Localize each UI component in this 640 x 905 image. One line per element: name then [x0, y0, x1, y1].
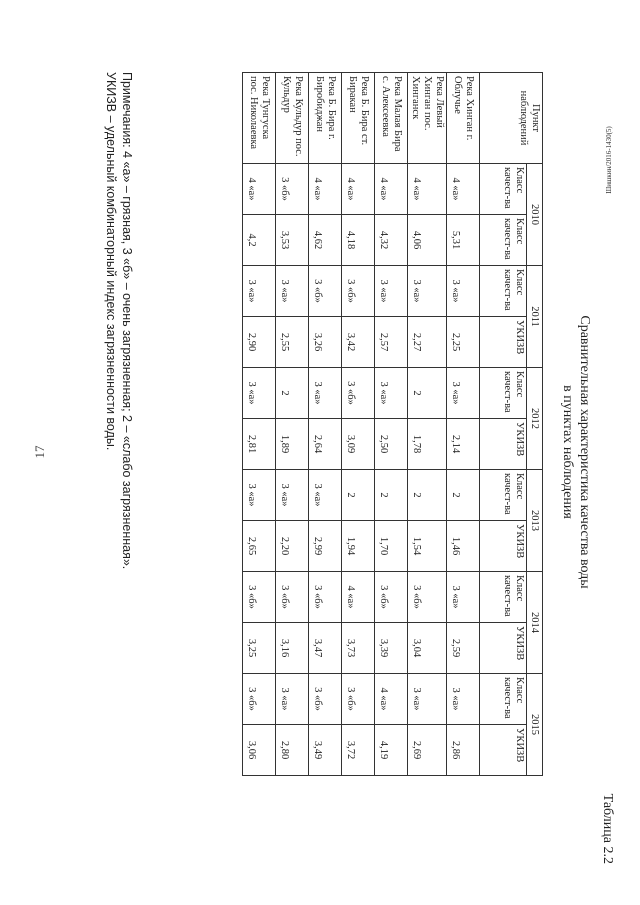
- quality-class-cell: 3 «а»: [276, 266, 309, 317]
- ukizv-cell: 4,18: [342, 215, 375, 266]
- quality-class-cell: 2: [408, 470, 447, 521]
- quality-class-cell: 3 «б»: [243, 572, 276, 623]
- quality-class-cell: 4 «а»: [408, 164, 447, 215]
- title-line-1: Сравнительная характеристика качества воды: [577, 315, 592, 589]
- ukizv-cell: 3,25: [243, 623, 276, 674]
- quality-class-cell: 2: [342, 470, 375, 521]
- quality-class-cell: 3 «б»: [309, 674, 342, 725]
- ukizv-cell: 1,89: [276, 419, 309, 470]
- header-year: 2011: [527, 266, 543, 368]
- quality-class-cell: 3 «а»: [408, 674, 447, 725]
- ukizv-cell: 3,73: [342, 623, 375, 674]
- ukizv-cell: 2,20: [276, 521, 309, 572]
- header-year: 2010: [527, 164, 543, 266]
- table-row: [375, 73, 408, 776]
- ukizv-cell: 2,69: [408, 725, 447, 776]
- document-code: Шишкин/2016-1430(5): [605, 126, 613, 194]
- observation-point: Река Тунгуска пос. Николаевка: [243, 73, 276, 164]
- ukizv-cell: 1,94: [342, 521, 375, 572]
- ukizv-cell: 4,62: [309, 215, 342, 266]
- note-line-1: Примечания: 4 «а» – грязная, 3 «б» – очень загрязненная; 2 – «слабо загрязненная».: [120, 72, 134, 570]
- table-row: [447, 73, 480, 776]
- quality-class-cell: 3 «б»: [342, 368, 375, 419]
- quality-class-cell: 4 «а»: [309, 164, 342, 215]
- quality-class-cell: 4 «а»: [342, 572, 375, 623]
- ukizv-cell: 3,06: [243, 725, 276, 776]
- ukizv-cell: 3,42: [342, 317, 375, 368]
- header-point: Пункт наблюдений: [480, 73, 543, 164]
- quality-class-cell: 3 «а»: [447, 572, 480, 623]
- quality-class-cell: 3 «а»: [408, 266, 447, 317]
- quality-class-cell: 3 «а»: [309, 470, 342, 521]
- quality-class-cell: 3 «а»: [309, 368, 342, 419]
- header-row-years: [527, 73, 543, 776]
- quality-class-cell: 3 «б»: [309, 572, 342, 623]
- header-class: Класс качест-ва: [480, 572, 527, 623]
- quality-class-cell: 3 «а»: [276, 470, 309, 521]
- ukizv-cell: 2,57: [375, 317, 408, 368]
- ukizv-cell: 2,99: [309, 521, 342, 572]
- ukizv-cell: 2,64: [309, 419, 342, 470]
- ukizv-cell: 2,81: [243, 419, 276, 470]
- ukizv-cell: 4,2: [243, 215, 276, 266]
- quality-class-cell: 3 «а»: [447, 368, 480, 419]
- table-row: [276, 73, 309, 776]
- ukizv-cell: 2,27: [408, 317, 447, 368]
- note-line-2: УКИЗВ – удельный комбинаторный индекс загрязненности воды.: [104, 72, 118, 451]
- header-class: Класс качест-ва: [480, 266, 527, 317]
- header-ukizv: УКИЗВ: [480, 623, 527, 674]
- title-line-2: в пунктах наблюдения: [560, 385, 575, 519]
- header-ukizv: УКИЗВ: [480, 419, 527, 470]
- ukizv-cell: 3,39: [375, 623, 408, 674]
- ukizv-cell: 3,47: [309, 623, 342, 674]
- quality-class-cell: 3 «б»: [276, 572, 309, 623]
- ukizv-cell: 3,04: [408, 623, 447, 674]
- quality-class-cell: 3 «а»: [243, 368, 276, 419]
- quality-class-cell: 2: [375, 470, 408, 521]
- quality-class-cell: 4 «а»: [375, 674, 408, 725]
- table-row: [342, 73, 375, 776]
- quality-class-cell: 3 «б»: [309, 266, 342, 317]
- ukizv-cell: 2,50: [375, 419, 408, 470]
- table-body: [243, 73, 480, 776]
- ukizv-cell: 5,31: [447, 215, 480, 266]
- observation-point: Река Хинган г. Облучье: [447, 73, 480, 164]
- quality-class-cell: 3 «б»: [408, 572, 447, 623]
- header-year: 2013: [527, 470, 543, 572]
- ukizv-cell: 3,72: [342, 725, 375, 776]
- ukizv-cell: 4,06: [408, 215, 447, 266]
- table-notes: [103, 72, 135, 569]
- observation-point: Река Б. Бира ст. Биракан: [342, 73, 375, 164]
- ukizv-cell: 2,55: [276, 317, 309, 368]
- quality-class-cell: 3 «а»: [243, 470, 276, 521]
- table-label: Таблица 2.2: [600, 793, 615, 864]
- header-class: Класс качест-ва: [480, 470, 527, 521]
- quality-class-cell: 2: [276, 368, 309, 419]
- quality-class-cell: 4 «а»: [243, 164, 276, 215]
- observation-point: Река Б. Бира г. Биробиджан: [309, 73, 342, 164]
- ukizv-cell: 2,90: [243, 317, 276, 368]
- header-year: 2015: [527, 674, 543, 776]
- ukizv-cell: 3,09: [342, 419, 375, 470]
- quality-class-cell: 3 «а»: [447, 266, 480, 317]
- ukizv-cell: 3,26: [309, 317, 342, 368]
- ukizv-cell: 2,86: [447, 725, 480, 776]
- header-class: Класс качест-ва: [480, 164, 527, 215]
- quality-class-cell: 3 «а»: [375, 368, 408, 419]
- ukizv-cell: 3,53: [276, 215, 309, 266]
- quality-class-cell: 3 «а»: [447, 674, 480, 725]
- ukizv-cell: 1,70: [375, 521, 408, 572]
- header-ukizv: УКИЗВ: [480, 317, 527, 368]
- header-ukizv: УКИЗВ: [480, 521, 527, 572]
- ukizv-cell: 1,78: [408, 419, 447, 470]
- ukizv-cell: 1,46: [447, 521, 480, 572]
- ukizv-cell: 2,25: [447, 317, 480, 368]
- ukizv-cell: 3,49: [309, 725, 342, 776]
- header-row-sub: [480, 73, 527, 776]
- quality-class-cell: 2: [447, 470, 480, 521]
- table-title: [559, 32, 593, 872]
- quality-class-cell: 4 «а»: [447, 164, 480, 215]
- water-quality-table: [242, 72, 543, 776]
- header-class: Класс качест-ва: [480, 215, 527, 266]
- ukizv-cell: 2,14: [447, 419, 480, 470]
- quality-class-cell: 3 «б»: [243, 674, 276, 725]
- observation-point: Река Кульдур пос. Кульдур: [276, 73, 309, 164]
- quality-class-cell: 3 «б»: [276, 164, 309, 215]
- ukizv-cell: 2,59: [447, 623, 480, 674]
- ukizv-cell: 3,16: [276, 623, 309, 674]
- quality-class-cell: 3 «б»: [375, 572, 408, 623]
- ukizv-cell: 1,54: [408, 521, 447, 572]
- table-row: [408, 73, 447, 776]
- quality-class-cell: 3 «а»: [375, 266, 408, 317]
- quality-class-cell: 2: [408, 368, 447, 419]
- rotated-page-content: [55, 32, 615, 872]
- ukizv-cell: 2,80: [276, 725, 309, 776]
- ukizv-cell: 4,32: [375, 215, 408, 266]
- ukizv-cell: 4,19: [375, 725, 408, 776]
- quality-class-cell: 4 «а»: [375, 164, 408, 215]
- table-row: [243, 73, 276, 776]
- quality-class-cell: 3 «б»: [342, 674, 375, 725]
- observation-point: Река Левый Хинган пос. Хинганск: [408, 73, 447, 164]
- quality-class-cell: 3 «а»: [276, 674, 309, 725]
- header-class: Класс качест-ва: [480, 674, 527, 725]
- ukizv-cell: 2,65: [243, 521, 276, 572]
- quality-class-cell: 4 «а»: [342, 164, 375, 215]
- page-number: 17: [32, 445, 47, 459]
- header-class: Класс качест-ва: [480, 368, 527, 419]
- table-row: [309, 73, 342, 776]
- header-year: 2012: [527, 368, 543, 470]
- header-ukizv: УКИЗВ: [480, 725, 527, 776]
- observation-point: Река Малая Бира с. Алексеевка: [375, 73, 408, 164]
- quality-class-cell: 3 «б»: [342, 266, 375, 317]
- quality-class-cell: 3 «а»: [243, 266, 276, 317]
- header-year: 2014: [527, 572, 543, 674]
